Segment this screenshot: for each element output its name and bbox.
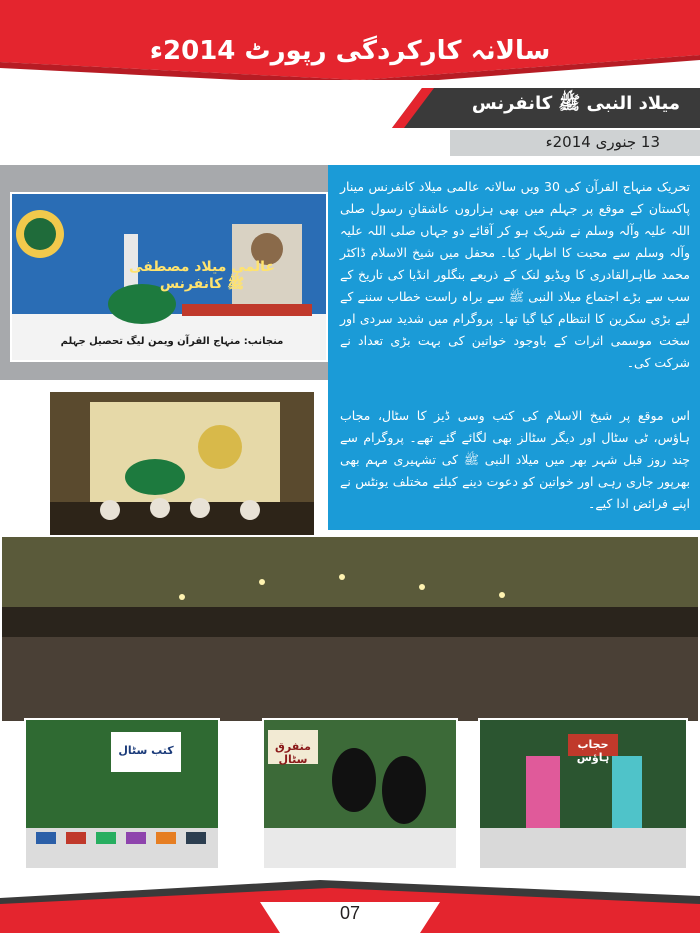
book-stall-sign: کتب سٹال bbox=[118, 744, 174, 757]
paragraph-2: اس موقع پر شیخ الاسلام کی کتب وسی ڈیز کا سٹال، مجاب ہاؤس، ٹی سٹال اور دیگر سٹالز بھی لگائے گئے تھے۔ پروگرام سے چند روز قبل شہر بھر میں میلاد النبی ﷺ کی تشہیری مہم بھی بھرپور جاری رہی اور خواتین کو دعوت دینے کیلئے مختلف یونٹس نے اپنے فرائض ادا کیے۔ bbox=[340, 408, 690, 511]
banner-host: منجانب: منہاج القرآن ویمن لیگ تحصیل جہلم bbox=[60, 336, 284, 347]
paragraph-1: تحریک منہاج القرآن کی 30 ویں سالانہ عالمی میلاد کانفرنس مینار پاکستان کے موقع پر جہلم میں بھی ہزاروں عاشقانِ رسول صلی اللہ علیہ وآلہ وسلم نے شریک ہو کر آقائے دو جہاں صلی اللہ علیہ وآلہ وسلم سے محبت کا اظہار کیا۔ محفل میں شیخ الاسلام ڈاکٹر محمد طاہرالقادری کا ویڈیو لنک کے ذریعے بنگلور انڈیا کی تاریخ کے سب سے بڑے اجتماع میلاد النبی ﷺ سے براہ راست خطاب سننے کے لیے بڑی سکرین کا انتظام کیا گیا تھا۔ پروگرام میں شدید سردی اور سخت موسمی اثرات کے باوجود خواتین کی بہت بڑی تعداد نے شرکت کی۔ bbox=[340, 179, 691, 370]
book-stall-photo bbox=[24, 718, 220, 870]
book-stall-illustration bbox=[26, 720, 218, 868]
conference-banner-photo bbox=[10, 192, 328, 362]
clothes-stall-sign: حجاب ہاؤس bbox=[576, 738, 610, 764]
page-title: سالانہ کارکردگی رپورٹ 2014ء bbox=[149, 36, 551, 66]
event-date: 13 جنوری 2014ء bbox=[545, 133, 660, 151]
clothes-stall-photo bbox=[478, 718, 688, 870]
crowd-photo bbox=[0, 535, 700, 723]
refreshment-stall-photo bbox=[262, 718, 458, 870]
banner-caption: عالمی میلاد مصطفی ﷺ کانفرنس bbox=[129, 259, 275, 292]
page-number: 07 bbox=[339, 903, 361, 923]
crowd-illustration bbox=[2, 537, 698, 721]
section-title: میلاد النبی ﷺ کانفرنس bbox=[471, 93, 680, 114]
refreshment-stall-sign: متفرق سٹال bbox=[275, 740, 311, 766]
